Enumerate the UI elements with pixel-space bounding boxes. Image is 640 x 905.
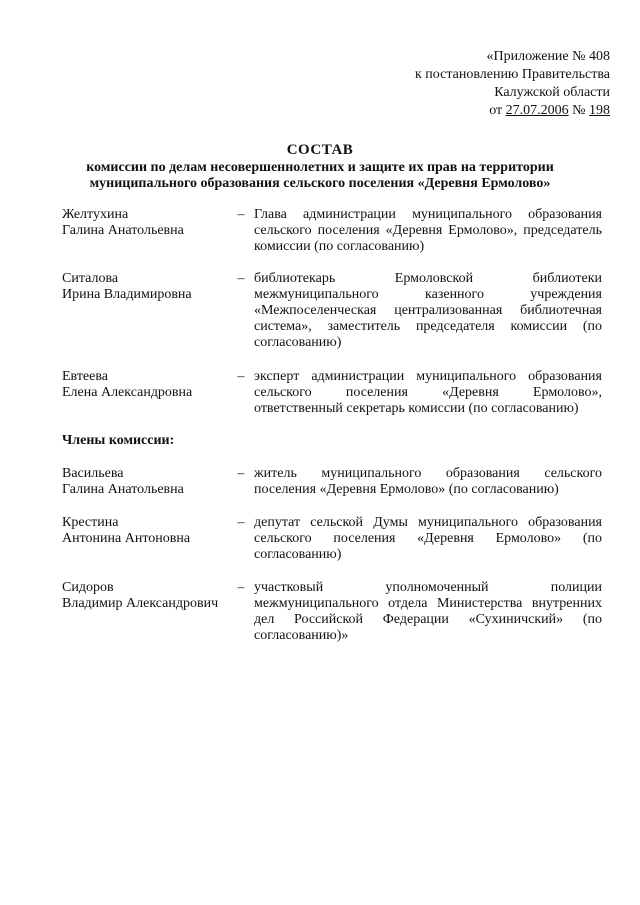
subtitle-line-1: комиссии по делам несовершеннолетних и защите их прав на территории <box>86 160 554 175</box>
member-name <box>62 207 232 239</box>
separator-dash: – <box>237 369 245 384</box>
resolution-number: 198 <box>589 103 610 118</box>
separator-dash: – <box>237 580 245 595</box>
member-role: библиотекарь Ермоловской библиотеки межмуниципального казенного учреждения «Межпоселенческая централизованная библиотечная система», заместитель председателя комиссии (по согласованию) <box>254 271 602 350</box>
region-name: Калужской области <box>494 85 610 100</box>
member-name <box>62 580 232 612</box>
member-name <box>62 369 232 401</box>
member-role: эксперт администрации муниципального образования сельского поселения «Деревня Ермолово», ответственный секретарь комиссии (по согласованию) <box>254 369 602 416</box>
number-sign: № <box>568 103 589 118</box>
date-prefix: от <box>489 103 506 118</box>
member-given-names: Елена Александровна <box>62 385 193 400</box>
appendix-header <box>350 48 610 120</box>
member-surname: Васильева <box>62 466 124 481</box>
appendix-number: «Приложение № 408 <box>486 49 610 64</box>
document-title: СОСТАВ <box>286 142 354 158</box>
member-surname: Евтеева <box>62 369 108 384</box>
resolution-date: 27.07.2006 <box>505 103 569 118</box>
member-surname: Ситалова <box>62 271 119 286</box>
resolution-date-line <box>350 102 610 120</box>
member-surname: Желтухина <box>62 207 129 222</box>
member-given-names: Владимир Александрович <box>62 596 219 611</box>
member-role: депутат сельской Думы муниципального образования сельского поселения «Деревня Ермолово» (по согласованию) <box>254 515 602 562</box>
separator-dash: – <box>237 515 245 530</box>
member-surname: Крестина <box>62 515 119 530</box>
member-role: участковый уполномоченный полиции межмуниципального отдела Министерства внутренних дел Российской Федерации «Сухиничский» (по согласованию)» <box>254 580 602 643</box>
member-role: Глава администрации муниципального образования сельского поселения «Деревня Ермолово», председатель комиссии (по согласованию) <box>254 207 602 254</box>
member-role: житель муниципального образования сельского поселения «Деревня Ермолово» (по согласованию) <box>254 466 602 497</box>
member-surname: Сидоров <box>62 580 114 595</box>
separator-dash: – <box>237 271 245 286</box>
member-given-names: Галина Анатольевна <box>62 223 184 238</box>
resolution-ref: к постановлению Правительства <box>414 67 610 82</box>
separator-dash: – <box>237 466 245 481</box>
member-name <box>62 466 232 498</box>
member-name <box>62 515 232 547</box>
separator-dash: – <box>237 207 245 222</box>
member-given-names: Антонина Антоновна <box>62 531 191 546</box>
members-heading: Члены комиссии: <box>62 433 175 448</box>
member-name <box>62 271 232 303</box>
subtitle-line-2: муниципального образования сельского поселения «Деревня Ермолово» <box>89 176 551 191</box>
member-given-names: Галина Анатольевна <box>62 482 184 497</box>
member-given-names: Ирина Владимировна <box>62 287 192 302</box>
document-subtitle <box>60 160 580 192</box>
